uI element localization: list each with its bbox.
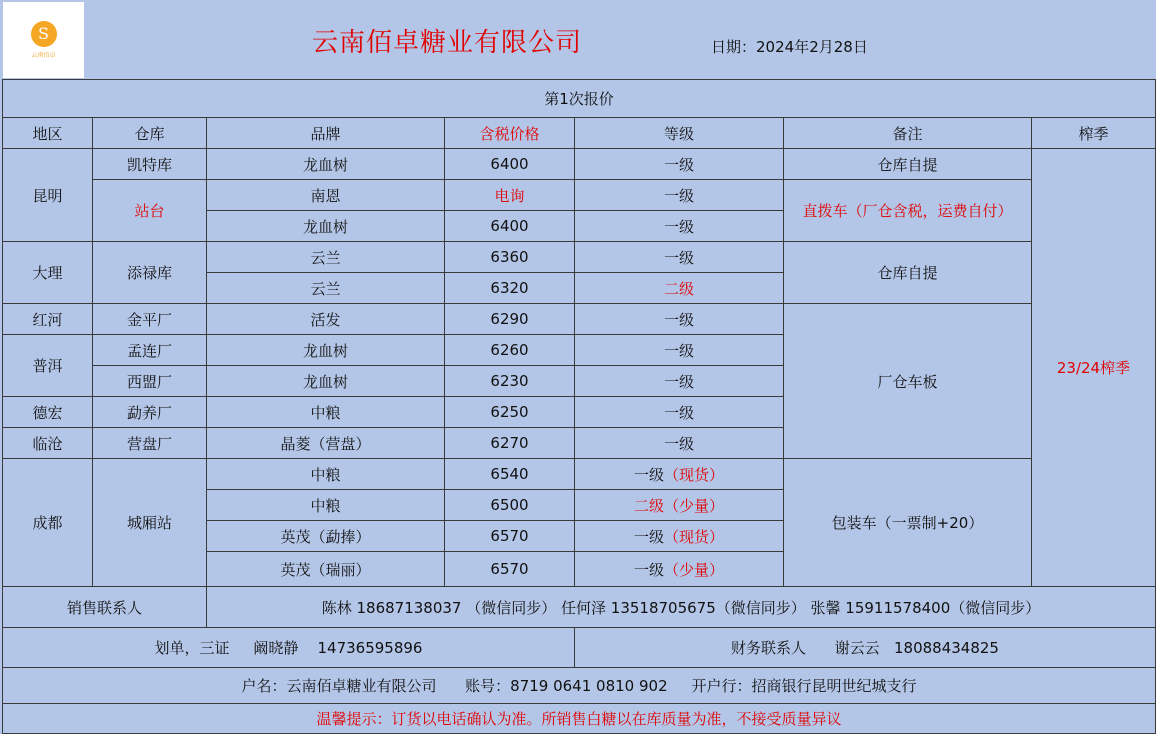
warehouse-cell: 城厢站 <box>93 459 207 587</box>
logo-caption: 云南佰卓 <box>31 52 56 59</box>
sales-contact-row <box>3 587 1156 628</box>
grade-note: （现货） <box>664 527 725 546</box>
bank-row <box>3 668 1156 704</box>
grade-cell: 一级 <box>575 211 784 242</box>
price-cell: 6290 <box>445 304 575 335</box>
table-row <box>3 459 1156 490</box>
region-cell: 临沧 <box>3 428 93 459</box>
price-cell: 6400 <box>445 149 575 180</box>
remark-cell: 仓库自提 <box>784 242 1032 304</box>
price-cell: 6500 <box>445 490 575 521</box>
bank-name: 招商银行昆明世纪城支行 <box>751 677 917 695</box>
price-cell: 6250 <box>445 397 575 428</box>
warehouse-cell: 添禄库 <box>93 242 207 304</box>
warehouse-cell: 孟连厂 <box>93 335 207 366</box>
finance-contact <box>575 628 1156 668</box>
warehouse-cell: 西盟厂 <box>93 366 207 397</box>
remark-cell: 包装车（一票制+20） <box>784 459 1032 587</box>
header-row <box>3 118 1156 149</box>
brand-cell: 中粮 <box>207 397 445 428</box>
grade-value: 一级 <box>633 527 664 546</box>
brand-cell: 英茂（勐捧） <box>207 521 445 552</box>
remark-cell: 直拨车（厂仓含税，运费自付） <box>784 180 1032 242</box>
price-table <box>2 79 1156 734</box>
table-row <box>3 149 1156 180</box>
company-logo <box>3 2 84 78</box>
col-region: 地区 <box>3 118 93 149</box>
brand-cell: 龙血树 <box>207 366 445 397</box>
remark-cell: 厂仓车板 <box>784 304 1032 459</box>
brand-cell: 云兰 <box>207 242 445 273</box>
col-warehouse: 仓库 <box>93 118 207 149</box>
warehouse-cell: 金平厂 <box>93 304 207 335</box>
finance-name: 谢云云 <box>834 639 880 657</box>
grade-cell <box>575 521 784 552</box>
grade-cell <box>575 552 784 587</box>
finance-label: 财务联系人 <box>731 639 807 657</box>
company-title: 云南佰卓糖业有限公司 <box>312 28 583 58</box>
brand-cell: 龙血树 <box>207 149 445 180</box>
grade-cell <box>575 490 784 521</box>
grade-cell: 一级 <box>575 304 784 335</box>
account-name-label: 户名： <box>241 677 287 695</box>
region-cell: 红河 <box>3 304 93 335</box>
grade-value: 二级 <box>633 496 664 515</box>
col-grade: 等级 <box>575 118 784 149</box>
bank-label: 开户行： <box>691 677 752 695</box>
col-price: 含税价格 <box>445 118 575 149</box>
quote-round-row <box>3 80 1156 118</box>
grade-note: （少量） <box>664 496 725 515</box>
grade-note: （少量） <box>664 560 725 579</box>
billing-finance-row <box>3 628 1156 668</box>
grade-cell: 一级 <box>575 242 784 273</box>
warehouse-cell: 站台 <box>93 180 207 242</box>
grade-cell: 一级 <box>575 366 784 397</box>
season-cell: 23/24榨季 <box>1032 149 1156 587</box>
price-cell: 6540 <box>445 459 575 490</box>
brand-cell: 龙血树 <box>207 335 445 366</box>
price-cell: 6360 <box>445 242 575 273</box>
account-no: 8719 0641 0810 902 <box>510 677 668 695</box>
price-cell: 6260 <box>445 335 575 366</box>
col-remark: 备注 <box>784 118 1032 149</box>
grade-cell: 一级 <box>575 149 784 180</box>
account-name: 云南佰卓糖业有限公司 <box>286 677 437 695</box>
region-cell: 德宏 <box>3 397 93 428</box>
account-no-label: 账号： <box>465 677 511 695</box>
date-value: 2024年2月28日 <box>756 38 868 56</box>
col-brand: 品牌 <box>207 118 445 149</box>
brand-cell: 龙血树 <box>207 211 445 242</box>
date-label: 日期： <box>711 38 757 56</box>
notice-row <box>3 704 1156 734</box>
brand-cell: 活发 <box>207 304 445 335</box>
brand-cell: 中粮 <box>207 459 445 490</box>
region-cell: 昆明 <box>3 149 93 242</box>
brand-cell: 南恩 <box>207 180 445 211</box>
col-season: 榨季 <box>1032 118 1156 149</box>
grade-cell: 二级 <box>575 273 784 304</box>
billing-name: 阚晓静 <box>253 639 299 657</box>
warehouse-cell: 勐养厂 <box>93 397 207 428</box>
date-line <box>711 36 868 57</box>
region-cell: 成都 <box>3 459 93 587</box>
price-cell: 6570 <box>445 552 575 587</box>
grade-cell: 一级 <box>575 335 784 366</box>
table-row <box>3 180 1156 211</box>
sales-contact-list: 陈林 18687138037 （微信同步） 任何泽 13518705675（微信同步） 张馨 15911578400（微信同步） <box>207 587 1156 628</box>
grade-cell: 一级 <box>575 428 784 459</box>
price-cell: 6400 <box>445 211 575 242</box>
grade-note: （现货） <box>664 465 725 484</box>
price-cell: 6320 <box>445 273 575 304</box>
price-cell: 6570 <box>445 521 575 552</box>
grade-cell: 一级 <box>575 180 784 211</box>
region-cell: 普洱 <box>3 335 93 397</box>
company-logo-icon: S <box>31 21 57 47</box>
warehouse-cell: 凯特库 <box>93 149 207 180</box>
remark-cell: 仓库自提 <box>784 149 1032 180</box>
brand-cell: 中粮 <box>207 490 445 521</box>
grade-value: 一级 <box>633 465 664 484</box>
table-row <box>3 304 1156 335</box>
warehouse-cell: 营盘厂 <box>93 428 207 459</box>
price-cell: 6230 <box>445 366 575 397</box>
grade-value: 一级 <box>633 560 664 579</box>
price-cell: 电询 <box>445 180 575 211</box>
brand-cell: 云兰 <box>207 273 445 304</box>
notice-text: 温馨提示：订货以电话确认为准。所销售白糖以在库质量为准，不接受质量异议 <box>3 704 1156 734</box>
grade-cell: 一级 <box>575 397 784 428</box>
sales-contact-label: 销售联系人 <box>3 587 207 628</box>
region-cell: 大理 <box>3 242 93 304</box>
bank-info <box>3 668 1156 704</box>
grade-cell <box>575 459 784 490</box>
table-row <box>3 242 1156 273</box>
billing-label: 划单，三证 <box>154 639 230 657</box>
brand-cell: 晶菱（营盘） <box>207 428 445 459</box>
billing-phone: 14736595896 <box>317 639 423 657</box>
price-cell: 6270 <box>445 428 575 459</box>
billing-contact <box>3 628 575 668</box>
finance-phone: 18088434825 <box>893 639 999 657</box>
brand-cell: 英茂（瑞丽） <box>207 552 445 587</box>
quote-round: 第1次报价 <box>3 80 1156 118</box>
